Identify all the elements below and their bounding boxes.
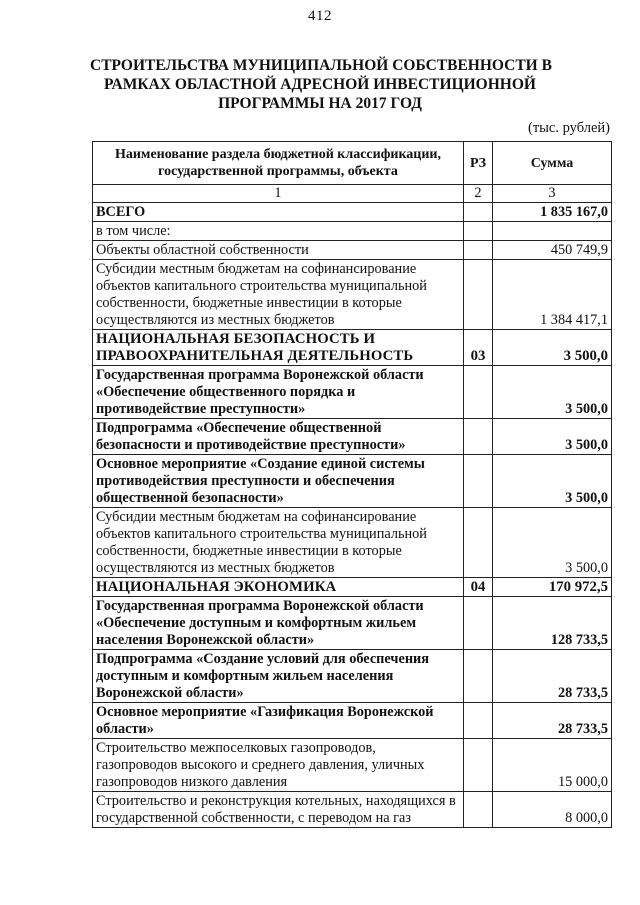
column-number-row [93,185,612,203]
table-row [93,508,612,578]
row-name-cell: Государственная программа Воронежской области «Обеспечение общественного порядка и противодействие преступности» [93,366,464,419]
table-body [93,203,612,828]
row-sum-cell: 3 500,0 [493,419,612,455]
row-name-cell: Субсидии местным бюджетам на софинансирование объектов капитального строительства муниципальной собственности, бюджетные инвестиции в которые осуществляются из местных бюджетов [93,260,464,330]
row-rz-cell [464,703,493,739]
table-row [93,366,612,419]
row-name-cell: Объекты областной собственности [93,241,464,260]
row-rz-cell [464,241,493,260]
row-name-cell: в том числе: [93,222,464,241]
row-sum-cell [493,222,612,241]
row-sum-cell: 3 500,0 [493,330,612,366]
row-name-cell: Строительство и реконструкция котельных, находящихся в государственной собственности, с переводом на газ [93,792,464,828]
column-number: 2 [464,185,493,203]
row-rz-cell [464,508,493,578]
table-row [93,703,612,739]
row-name-cell: НАЦИОНАЛЬНАЯ ЭКОНОМИКА [93,578,464,597]
header-rz: РЗ [464,142,493,185]
row-name-cell: НАЦИОНАЛЬНАЯ БЕЗОПАСНОСТЬ И ПРАВООХРАНИТЕЛЬНАЯ ДЕЯТЕЛЬНОСТЬ [93,330,464,366]
row-rz-cell [464,650,493,703]
row-name-cell: Основное мероприятие «Создание единой системы противодействия преступности и обеспечения общественной безопасности» [93,455,464,508]
row-rz-cell [464,203,493,222]
row-name-cell: Субсидии местным бюджетам на софинансирование объектов капитального строительства муниципальной собственности, бюджетные инвестиции в которые осуществляются из местных бюджетов [93,508,464,578]
table-row [93,739,612,792]
row-rz-cell [464,792,493,828]
row-sum-cell: 128 733,5 [493,597,612,650]
row-rz-cell [464,366,493,419]
row-rz-cell: 04 [464,578,493,597]
table-row [93,241,612,260]
row-sum-cell: 15 000,0 [493,739,612,792]
row-name-cell: Подпрограмма «Обеспечение общественной безопасности и противодействие преступности» [93,419,464,455]
table-row [93,203,612,222]
row-sum-cell: 28 733,5 [493,650,612,703]
row-sum-cell: 450 749,9 [493,241,612,260]
row-rz-cell: 03 [464,330,493,366]
row-sum-cell: 1 835 167,0 [493,203,612,222]
row-rz-cell [464,739,493,792]
row-sum-cell: 170 972,5 [493,578,612,597]
header-sum: Сумма [493,142,612,185]
table-row [93,597,612,650]
row-rz-cell [464,419,493,455]
row-name-cell: Государственная программа Воронежской области «Обеспечение доступным и комфортным жильем населения Воронежской области» [93,597,464,650]
row-name-cell: Строительство межпоселковых газопроводов, газопроводов высокого и среднего давления, уличных газопроводов низкого давления [93,739,464,792]
table-row [93,578,612,597]
table-row [93,419,612,455]
row-rz-cell [464,597,493,650]
table-row [93,222,612,241]
row-sum-cell: 3 500,0 [493,508,612,578]
document-title [90,56,550,113]
row-sum-cell: 28 733,5 [493,703,612,739]
row-sum-cell: 8 000,0 [493,792,612,828]
title-line: РАМКАХ ОБЛАСТНОЙ АДРЕСНОЙ ИНВЕСТИЦИОННОЙ [104,76,536,93]
row-name-cell: ВСЕГО [93,203,464,222]
row-name-cell: Основное мероприятие «Газификация Воронежской области» [93,703,464,739]
table-row [93,455,612,508]
title-line: СТРОИТЕЛЬСТВА МУНИЦИПАЛЬНОЙ СОБСТВЕННОСТИ В [90,57,552,74]
row-name-cell: Подпрограмма «Создание условий для обеспечения доступным и комфортным жильем населения Воронежской области» [93,650,464,703]
row-sum-cell: 1 384 417,1 [493,260,612,330]
table-row [93,330,612,366]
column-number: 1 [93,185,464,203]
row-sum-cell: 3 500,0 [493,366,612,419]
row-sum-cell: 3 500,0 [493,455,612,508]
table-row [93,260,612,330]
row-rz-cell [464,260,493,330]
budget-table [92,141,612,828]
row-rz-cell [464,455,493,508]
page-number: 412 [308,8,332,24]
column-number: 3 [493,185,612,203]
table-row [93,650,612,703]
table-row [93,792,612,828]
units-label: (тыс. рублей) [528,120,610,136]
title-line: ПРОГРАММЫ НА 2017 ГОД [218,95,422,112]
row-rz-cell [464,222,493,241]
header-name: Наименование раздела бюджетной классификации, государственной программы, объекта [93,142,464,185]
table-header-row [93,142,612,185]
